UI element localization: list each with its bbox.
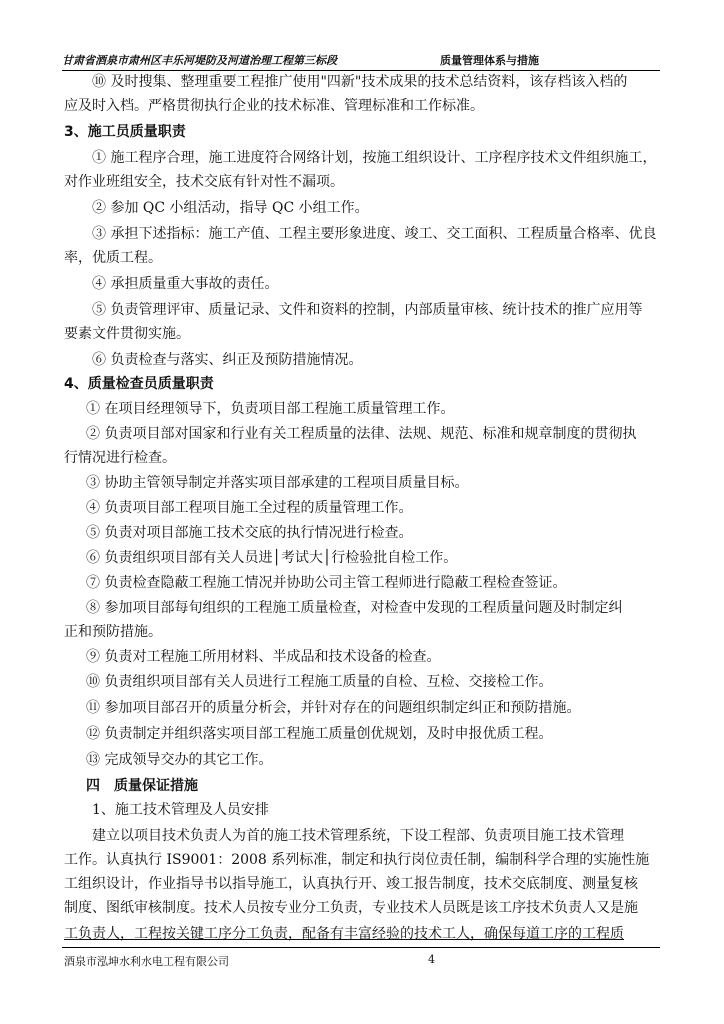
paragraph-line: ② 参加 QC 小组活动，指导 QC 小组工作。 xyxy=(92,200,369,216)
section-heading-4: 4、质量检查员质量职责 xyxy=(64,376,214,392)
paragraph-line: ⑩ 及时搜集、整理重要工程推广使用"四新"技术成果的技术总结资料，该存档该入档的 xyxy=(92,74,628,90)
paragraph-line: ③ 协助主管领导制定并落实项目部承建的工程项目质量目标。 xyxy=(86,475,469,491)
paragraph-line: ④ 承担质量重大事故的责任。 xyxy=(92,276,279,292)
paragraph-line: ⑦ 负责检查隐蔽工程施工情况并协助公司主管工程师进行隐蔽工程检查签证。 xyxy=(86,575,567,591)
paragraph-line: 制度、图纸审核制度。技术人员按专业分工负责，专业技术人员既是该工序技术负责人又是施 xyxy=(64,900,638,916)
header-divider xyxy=(62,70,660,71)
header-section-title: 质量管理体系与措施 xyxy=(440,54,539,67)
paragraph-line: ② 负责项目部对国家和行业有关工程质量的法律、法规、规范、标准和规章制度的贯彻执 xyxy=(86,426,637,442)
paragraph-line: 正和预防措施。 xyxy=(64,624,162,640)
paragraph-line: ⑫ 负责制定并组织落实项目部工程施工质量创优规划，及时申报优质工程。 xyxy=(86,726,553,742)
paragraph-line: ① 施工程序合理，施工进度符合网络计划，按施工组织设计、工序程序技术文件组织施工， xyxy=(92,150,657,166)
paragraph-line: 工负责人，工程按关键工序分工负责，配备有丰富经验的技术工人，确保每道工序的工程质 xyxy=(64,926,624,942)
section-heading-four: 四 质量保证措施 xyxy=(86,778,198,794)
paragraph-line: ⑤ 负责对项目部施工技术交底的执行情况进行检查。 xyxy=(86,525,413,541)
paragraph-line: ⑤ 负责管理评审、质量记录、文件和资料的控制，内部质量审核、统计技术的推广应用等 xyxy=(92,302,643,318)
paragraph-line: 应及时入档。严格贯彻执行企业的技术标准、管理标准和工作标准。 xyxy=(64,98,484,114)
paragraph-line: ⑥ 负责组织项目部有关人员进│考试大│行检验批自检工作。 xyxy=(86,550,458,566)
paragraph-line: ⑨ 负责对工程施工所用材料、半成品和技术设备的检查。 xyxy=(86,649,441,665)
paragraph-line: ⑬ 完成领导交办的其它工作。 xyxy=(86,752,273,768)
paragraph-line: ⑪ 参加项目部召开的质量分析会，并针对存在的问题组织制定纠正和预防措施。 xyxy=(86,700,581,716)
paragraph-line: ③ 承担下述指标：施工产值、工程主要形象进度、竣工、交工面积、工程质量合格率、优良 xyxy=(92,226,657,242)
page-number: 4 xyxy=(428,953,435,966)
subsection-heading: 1、施工技术管理及人员安排 xyxy=(92,802,269,818)
paragraph-line: ① 在项目经理领导下，负责项目部工程施工质量管理工作。 xyxy=(86,401,455,417)
paragraph-line: 工组织设计，作业指导书以指导施工，认真执行开、竣工报告制度，技术交底制度、测量复核 xyxy=(64,876,638,892)
paragraph-line: 建立以项目技术负责人为首的施工技术管理系统，下设工程部、负责项目施工技术管理 xyxy=(92,828,624,844)
paragraph-line: 行情况进行检查。 xyxy=(64,450,176,466)
page-header xyxy=(62,52,660,70)
section-heading-3: 3、施工员质量职责 xyxy=(64,124,186,140)
paragraph-line: ④ 负责项目部工程项目施工全过程的质量管理工作。 xyxy=(86,500,413,516)
footer-divider xyxy=(62,947,660,948)
paragraph-line: 对作业班组安全，技术交底有针对性不漏项。 xyxy=(64,174,344,190)
paragraph-line: 工作。认真执行 IS9001：2008 系列标准，制定和执行岗位责任制，编制科学合理的实施性施 xyxy=(64,852,650,868)
paragraph-line: ⑩ 负责组织项目部有关人员进行工程施工质量的自检、互检、交接检工作。 xyxy=(86,674,553,690)
footer-company: 酒泉市泓坤水利水电工程有限公司 xyxy=(64,955,229,968)
paragraph-line: 率，优质工程。 xyxy=(64,250,162,266)
paragraph-line: ⑥ 负责检查与落实、纠正及预防措施情况。 xyxy=(92,352,363,368)
paragraph-line: ⑧ 参加项目部每旬组织的工程施工质量检查，对检查中发现的工程质量问题及时制定纠 xyxy=(86,600,623,616)
header-project-title: 甘肃省酒泉市肃州区丰乐河堤防及河道治理工程第三标段 xyxy=(62,54,337,67)
paragraph-line: 要素文件贯彻实施。 xyxy=(64,326,190,342)
